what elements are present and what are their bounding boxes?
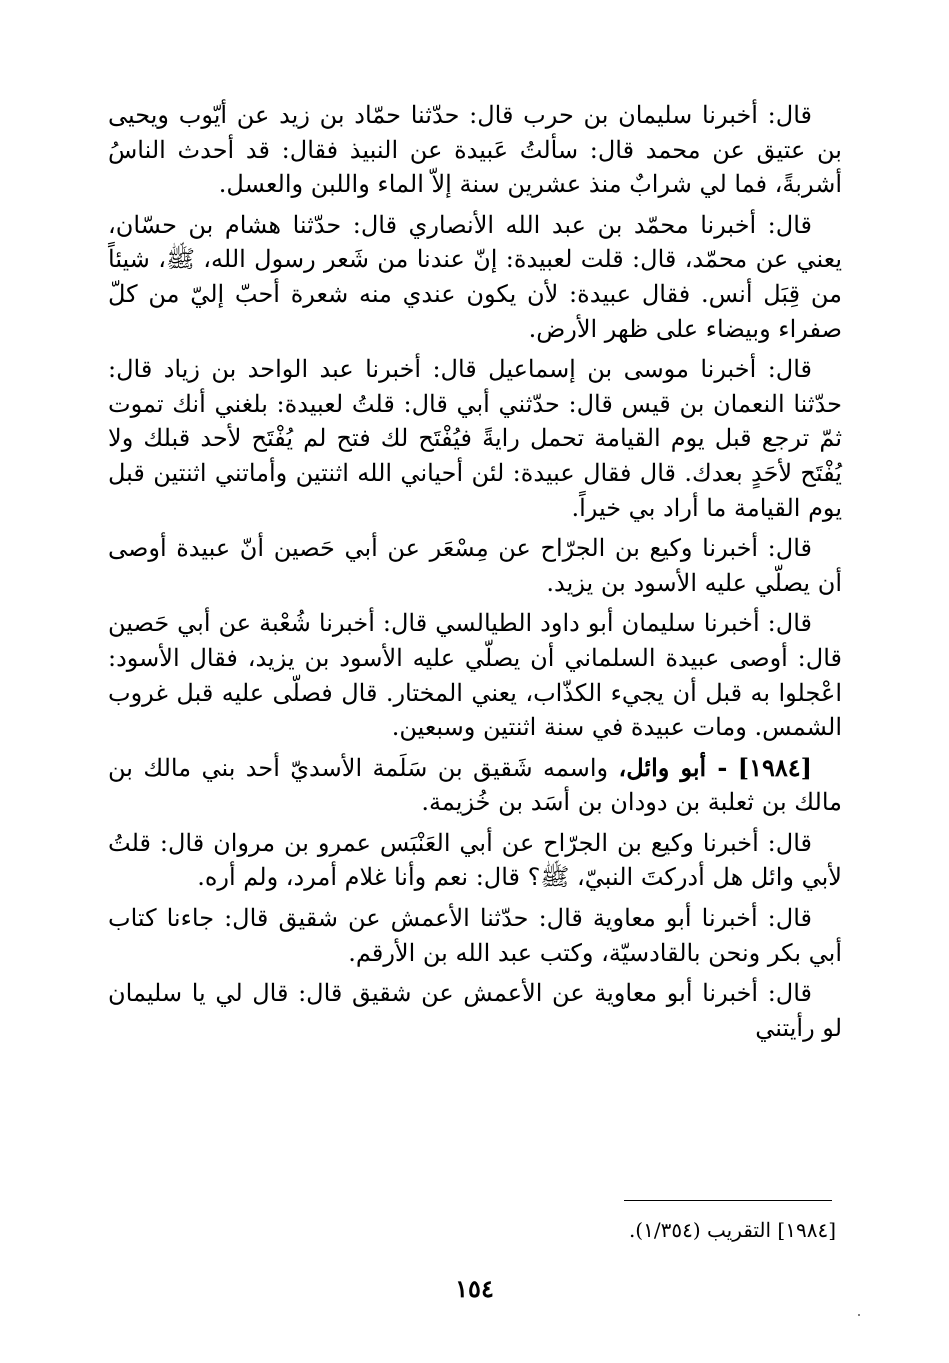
scan-speck (858, 1314, 860, 1316)
entry-paragraph (108, 751, 842, 820)
entry-number: [١٩٨٤] (737, 752, 812, 782)
entry-name: - أبو وائل، (618, 752, 728, 782)
main-text (108, 98, 842, 1051)
paragraph: قال: أخبرنا موسى بن إسماعيل قال: أخبرنا عبد الواحد بن زياد قال: حدّثنا النعمان بن قيس قال: حدّثني أبي قال: قلتُ لعبيدة: بلغني أنك تموت ثمّ ترجع قبل يوم القيامة تحمل رايةً فيُفْتَح لك فتح لم يُفْتَح لأحد قبلك ولا يُفْتَح لأحَدٍ بعدك. قال فقال عبيدة: لئن أحياني الله اثنتين وأماتني اثنتين قبل يوم القيامة ما أراد بي خيراً. (108, 355, 842, 522)
footnote-divider (624, 1200, 832, 1201)
paragraph: قال: أخبرنا أبو معاوية قال: حدّثنا الأعمش عن شقيق قال: جاءنا كتاب أبي بكر ونحن بالقادسيّة، وكتب عبد الله بن الأرقم. (108, 904, 842, 967)
paragraph: قال: أخبرنا أبو معاوية عن الأعمش عن شقيق قال: قال لي يا سليمان لو رأيتني (108, 979, 842, 1042)
paragraph: قال: أخبرنا محمّد بن عبد الله الأنصاري قال: حدّثنا هشام بن حسّان، يعني عن محمّد، قال: قلت لعبيدة: إنّ عندنا من شَعر رسول الله، ﷺ، شيئاً من قِبَل أنس. فقال عبيدة: لأن يكون عندي منه شعرة أحبّ إليّ من كلّ صفراء وبيضاء على ظهر الأرض. (108, 210, 843, 343)
paragraph: قال: أخبرنا سليمان بن حرب قال: حدّثنا حمّاد بن زيد عن أيّوب ويحيى بن عتيق عن محمد قال: سألتُ عَبيدة عن النبيذ فقال: قد أحدث الناسُ أشربةً، فما لي شرابٌ منذ عشرين سنة إلاّ الماء واللبن والعسل. (108, 101, 842, 199)
page-number: ١٥٤ (455, 1274, 494, 1303)
entry-text: واسمه شَقيق بن سَلَمة الأسديّ أحد بني مالك بن مالك بن ثعلبة بن دودان بن أسَد بن خُزيمة. (108, 753, 842, 817)
footnote: [١٩٨٤] التقريب (١/٣٥٤). (628, 1218, 836, 1242)
paragraph: قال: أخبرنا سليمان أبو داود الطيالسي قال: أخبرنا شُعْبة عن أبي حَصين قال: أوصى عبيدة السلماني أن يصلّي عليه الأسود بن يزيد، فقال الأسود: اعْجلوا به قبل أن يجيء الكذّاب، يعني المختار. قال فصلّى عليه قبل غروب الشمس. ومات عبيدة في سنة اثنتين وسبعين. (108, 609, 842, 742)
paragraph: قال: أخبرنا وكيع بن الجرّاح عن مِسْعَر عن أبي حَصين أنّ عبيدة أوصى أن يصلّي عليه الأسود بن يزيد. (108, 534, 842, 597)
paragraph: قال: أخبرنا وكيع بن الجرّاح عن أبي العَنْبَس عمرو بن مروان قال: قلتُ لأبي وائل هل أدركتَ النبيّ، ﷺ؟ قال: نعم وأنا غلام أمرد، ولم أره. (108, 828, 842, 892)
